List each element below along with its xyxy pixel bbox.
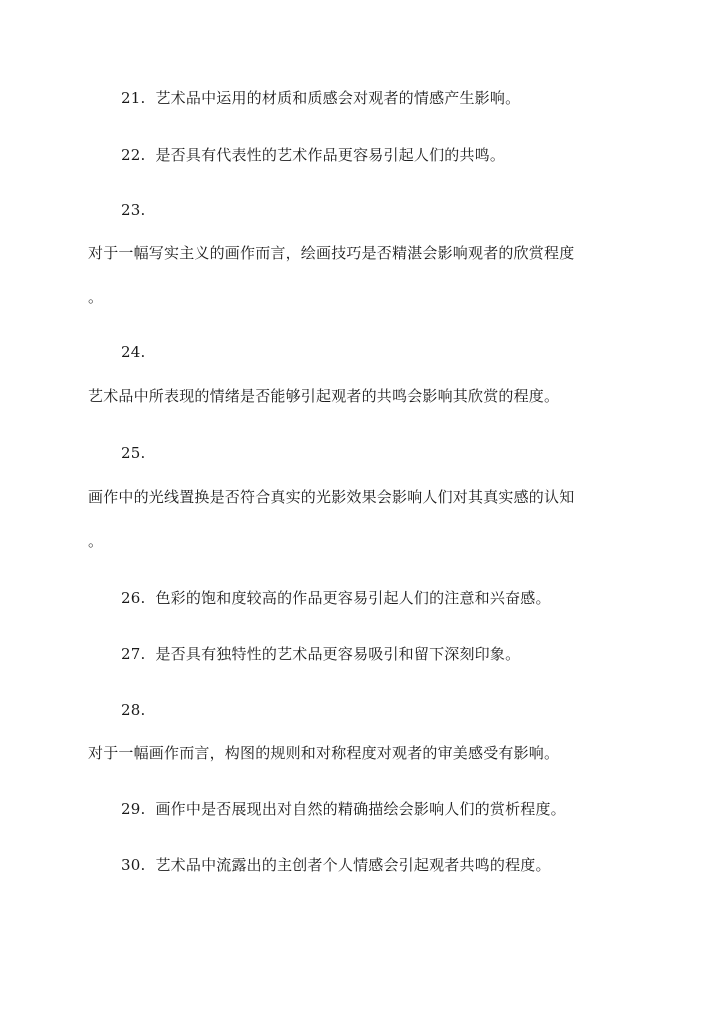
item-number: 26.	[121, 589, 146, 607]
item-text: 艺术品中运用的材质和质感会对观者的情感产生影响。	[155, 89, 521, 107]
item-text-continued: 。	[88, 288, 104, 306]
list-item-25-number	[121, 443, 145, 463]
list-item-29	[121, 799, 566, 819]
item-number: 21.	[121, 89, 146, 107]
item-number: 24.	[121, 343, 146, 361]
item-text: 对于一幅画作而言，构图的规则和对称程度对观者的审美感受有影响。	[88, 744, 560, 762]
list-item-27	[121, 644, 520, 664]
item-number: 30.	[121, 856, 146, 874]
list-item-23-number	[121, 200, 145, 220]
item-text: 对于一幅写实主义的画作而言，绘画技巧是否精湛会影响观者的欣赏程度	[88, 244, 575, 262]
item-text: 画作中的光线置换是否符合真实的光影效果会影响人们对其真实感的认知	[88, 488, 575, 506]
item-text: 艺术品中流露出的主创者个人情感会引起观者共鸣的程度。	[155, 856, 551, 874]
item-number: 29.	[121, 800, 146, 818]
list-item-23-text-continued	[88, 287, 103, 307]
item-number: 23.	[121, 201, 146, 219]
list-item-21	[121, 88, 520, 108]
item-number: 27.	[121, 645, 146, 663]
list-item-22	[121, 145, 505, 165]
item-text-continued: 。	[88, 532, 104, 550]
list-item-28-number	[121, 700, 145, 720]
list-item-24-text	[88, 386, 559, 406]
list-item-23-text	[88, 243, 574, 263]
item-text: 艺术品中所表现的情绪是否能够引起观者的共鸣会影响其欣赏的程度。	[88, 387, 560, 405]
list-item-25-text-continued	[88, 531, 103, 551]
item-number: 28.	[121, 701, 146, 719]
item-text: 是否具有代表性的艺术作品更容易引起人们的共鸣。	[155, 146, 506, 164]
list-item-26	[121, 588, 551, 608]
item-text: 画作中是否展现出对自然的精确描绘会影响人们的赏析程度。	[155, 800, 566, 818]
list-item-24-number	[121, 342, 145, 362]
list-item-28-text	[88, 743, 559, 763]
item-number: 25.	[121, 444, 146, 462]
item-text: 是否具有独特性的艺术品更容易吸引和留下深刻印象。	[155, 645, 521, 663]
list-item-30	[121, 855, 551, 875]
item-number: 22.	[121, 146, 146, 164]
list-item-25-text	[88, 487, 574, 507]
item-text: 色彩的饱和度较高的作品更容易引起人们的注意和兴奋感。	[155, 589, 551, 607]
